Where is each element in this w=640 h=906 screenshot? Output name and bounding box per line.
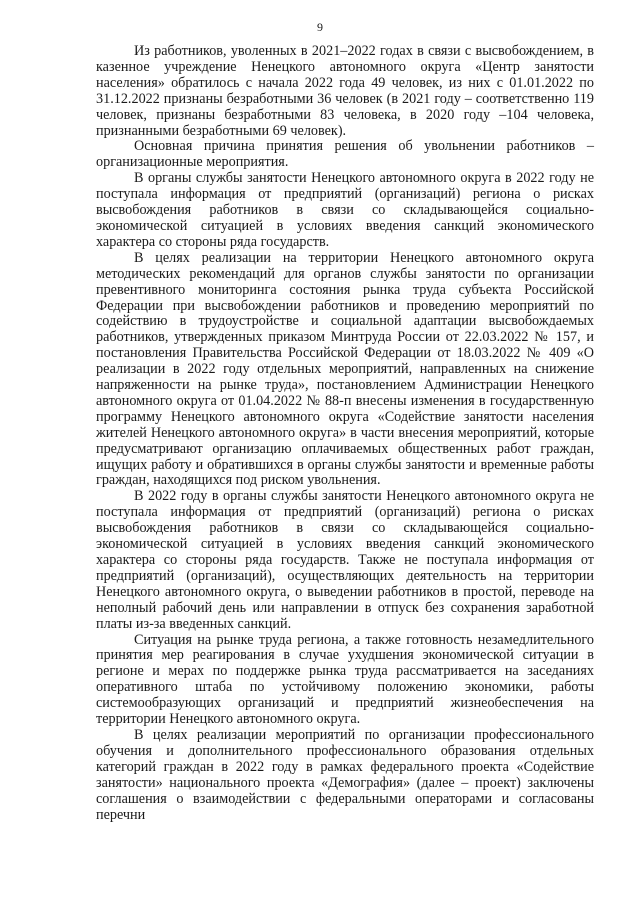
document-body xyxy=(96,44,594,823)
paragraph-2022-no-information: В 2022 году в органы службы занятости Ненецкого автономного округа не поступала информация от предприятий (организаций) региона о рисках высвобождения работников в связи со складывающейся социально-экономической ситуацией в условиях введения санкций экономического характера со стороны ряда государств. Также не поступала информация от предприятий (организаций), осуществляющих деятельность на территории Ненецкого автономного округа, о выведении работников в простой, переводе на неполный рабочий день или направлении в отпуск без сохранения заработной платы из-за введенных санкций. xyxy=(96,488,594,632)
page-number: 9 xyxy=(317,20,323,34)
paragraph-dismissed-workers: Из работников, уволенных в 2021–2022 годах в связи с высвобождением, в казенное учреждение Ненецкого автономного округа «Центр занятости населения» обратилось с начала 2022 года 49 человек, из них с 01.01.2022 по 31.12.2022 признаны безработными 36 человек (в 2021 году – соответственно 119 человек, признаны безработными 83 человека, в 2020 году –104 человека, признанными безработными 69 человек). xyxy=(96,43,594,139)
paragraph-no-risk-information: В органы службы занятости Ненецкого автономного округа в 2022 году не поступала информация от предприятий (организаций) региона о рисках высвобождения работников в связи со складывающейся социально-экономической ситуацией в условиях введения санкций экономического характера со стороны ряда государств. xyxy=(96,170,594,250)
paragraph-main-reason: Основная причина принятия решения об увольнении работников – организационные мероприятия. xyxy=(96,138,594,171)
paragraph-professional-training: В целях реализации мероприятий по организации профессионального обучения и дополнительного профессионального образования отдельных категорий граждан в 2022 году в рамках федерального проекта «Содействие занятости» национального проекта «Демография» (далее – проект) заключены соглашения о взаимодействии с федеральными операторами и согласованы перечни xyxy=(96,726,594,823)
paragraph-methodical-recommendations: В целях реализации на территории Ненецкого автономного округа методических рекомендаций для органов службы занятости по организации превентивного мониторинга состояния рынка труда субъекта Российской Федерации при высвобождении работников и проведению мероприятий по содействию в трудоустройстве и социальной адаптации высвобождаемых работников, утвержденных приказом Минтруда России от 22.03.2022 № 157, и постановления Правительства Российской Федерации от 18.03.2022 № 409 «О реализации в 2022 году отдельных мероприятий, направленных на снижение напряженности на рынке труда», постановлением Администрации Ненецкого автономного округа от 01.04.2022 № 88-п внесены изменения в государственную программу Ненецкого автономного округа «Содействие занятости населения жителей Ненецкого автономного округа» в части внесения мероприятий, которые предусматривают организацию оплачиваемых общественных работ граждан, ищущих работу и обратившихся в органы службы занятости и временные работы граждан, находящихся под риском увольнения. xyxy=(96,249,594,489)
paragraph-operational-headquarters: Ситуация на рынке труда региона, а также готовность незамедлительного принятия мер реагирования в случае ухудшения экономической ситуации в регионе и мерах по поддержке рынка труда рассматривается на заседаниях оперативного штаба по устойчивому положению экономики, работы системообразующих организаций и предприятий жизнеобеспечения на территории Ненецкого автономного округа. xyxy=(96,631,594,728)
